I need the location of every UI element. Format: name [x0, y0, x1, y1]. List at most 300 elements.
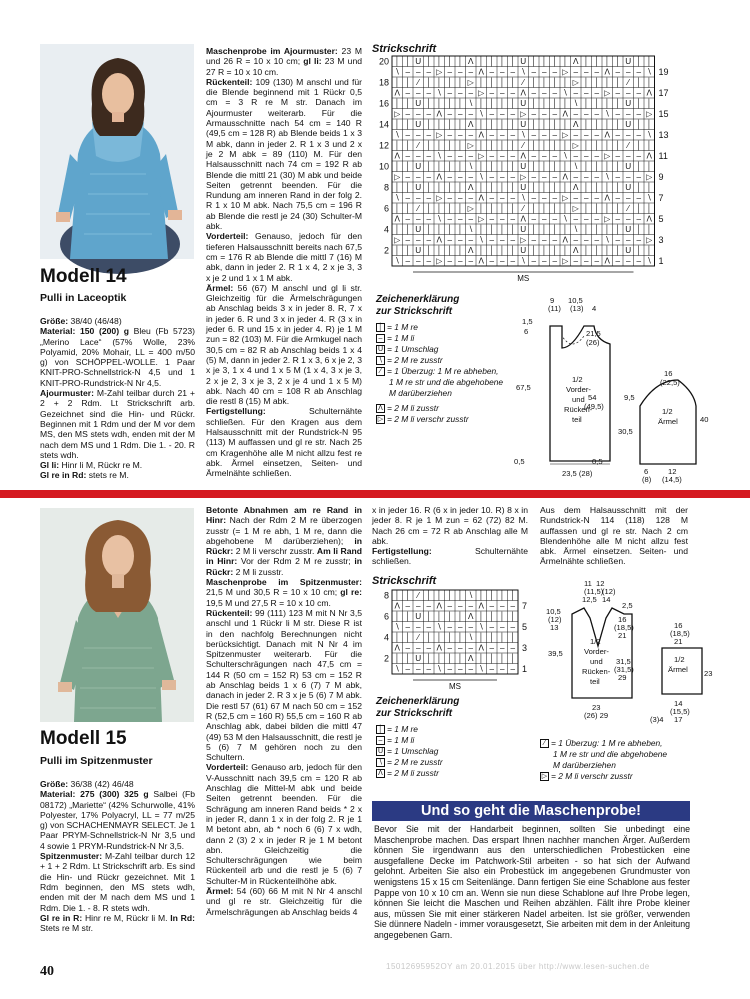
stitch-symbol: │	[541, 162, 547, 172]
stitch-symbol: –	[594, 88, 600, 98]
row-number-left: 2	[383, 245, 389, 256]
stitch-symbol: │	[457, 204, 463, 214]
stitch-symbol: –	[468, 664, 474, 674]
stitch-symbol: │	[562, 78, 568, 88]
dim-235: 23,5 (28)	[562, 469, 593, 478]
sleeve2-label-1: 1/2	[674, 655, 685, 664]
dim-s4: 23	[704, 669, 713, 678]
stitch-symbol: –	[510, 622, 516, 632]
stitch-symbol: │	[594, 78, 600, 88]
dim-26: (26)	[586, 338, 600, 347]
stitch-symbol: –	[510, 235, 516, 245]
stitch-symbol: U	[625, 99, 632, 109]
stitch-symbol: –	[594, 214, 600, 224]
stitch-symbol: –	[583, 235, 589, 245]
stitch-symbol: ∖	[436, 151, 442, 161]
stitch-symbol: ∖	[573, 225, 579, 235]
stitch-symbol: ▷	[436, 67, 443, 77]
stitch-symbol: –	[541, 172, 547, 182]
stitch-symbol: –	[426, 601, 432, 611]
row-number-right: 5	[658, 213, 664, 224]
stitch-symbol: ∖	[646, 67, 652, 77]
stitch-symbol: –	[426, 88, 432, 98]
row-number-right: 13	[658, 129, 669, 140]
stitch-symbol: –	[636, 214, 642, 224]
chart2-grid	[372, 590, 552, 701]
stitch-symbol: ∖	[436, 664, 442, 674]
stitch-symbol: –	[594, 130, 600, 140]
stitch-symbol: ⁄	[417, 591, 419, 601]
stitch-symbol: –	[415, 622, 421, 632]
stitch-symbol: –	[615, 88, 621, 98]
stitch-symbol: │	[457, 57, 463, 67]
stitch-symbol: –	[426, 643, 432, 653]
dim-b145: (14,5)	[662, 475, 682, 484]
stitch-symbol: –	[541, 256, 547, 266]
stitch-symbol: Λ	[436, 172, 442, 182]
stitch-symbol: │	[615, 141, 621, 151]
stitch-symbol: –	[499, 256, 505, 266]
body-label-5: teil	[572, 415, 582, 424]
stitch-symbol: │	[499, 141, 505, 151]
stitch-symbol: –	[615, 130, 621, 140]
stitch-symbol: │	[510, 654, 516, 664]
stitch-symbol: ▷	[646, 235, 653, 245]
p2tog-symbol: Λ	[376, 404, 385, 413]
stitch-symbol: │	[478, 183, 484, 193]
stitch-symbol: –	[636, 193, 642, 203]
stitch-symbol: –	[415, 643, 421, 653]
stitch-symbol: Λ	[520, 151, 526, 161]
stitch-symbol: U	[520, 162, 527, 172]
stitch-symbol: ▷	[572, 78, 579, 88]
stitch-symbol: │	[447, 183, 453, 193]
stitch-symbol: –	[499, 235, 505, 245]
stitch-symbol: │	[541, 57, 547, 67]
row-number-right: 15	[658, 108, 669, 119]
stitch-symbol: │	[436, 591, 442, 601]
stitch-symbol: │	[594, 183, 600, 193]
stitch-symbol: │	[510, 204, 516, 214]
stitch-symbol: –	[615, 214, 621, 224]
stitch-symbol: –	[573, 88, 579, 98]
stitch-symbol: │	[457, 183, 463, 193]
dim-495: (49,5)	[584, 402, 604, 411]
stitch-symbol: │	[531, 99, 537, 109]
stitch-symbol: │	[646, 120, 652, 130]
stitch-symbol: –	[531, 67, 537, 77]
stitch-symbol: │	[436, 654, 442, 664]
stitch-symbol: │	[436, 246, 442, 256]
stitch-symbol: │	[562, 57, 568, 67]
stitch-symbol: Λ	[468, 612, 474, 622]
stitch-symbol: –	[636, 67, 642, 77]
stitch-symbol: Λ	[562, 109, 568, 119]
dim-t5: 12,5	[582, 595, 597, 604]
stitch-symbol: │	[436, 633, 442, 643]
stitch-symbol: │	[447, 591, 453, 601]
stitch-symbol: ▷	[604, 151, 611, 161]
stitch-symbol: U	[415, 162, 422, 172]
stitch-symbol: │	[457, 612, 463, 622]
row-number-right: 5	[522, 621, 528, 632]
stitch-symbol: │	[457, 591, 463, 601]
stitch-symbol: │	[583, 57, 589, 67]
legend-item: = 2 M re zusstr	[387, 355, 443, 365]
stitch-symbol: –	[625, 151, 631, 161]
stitch-symbol: ∖	[478, 622, 484, 632]
stitch-symbol: │	[562, 120, 568, 130]
row-number-right: 7	[658, 192, 664, 203]
model15-materials: Größe: 36/38 (42) 46/48 Material: 275 (300) 325 g Salbei (Fb 08172) „Mariette“ (42% Schurwolle, 41% Polyester, 17% Polyacryl, LL = 77 m/25 g) von SCHACHENMAYR SELECT. Je 1 Paar PRYM-Schnellstrick-N Nr 3,5 und 4 sowie 1 PRYM-Rundstrick-N Nr 3,5. Spitzenmuster: M-Zahl teilbar durch 12 + 1 + 2 Rdm. Lt Strickschrift arb. Es sind die Hin- und Rückr gezeichnet. Mit 1 Rdm beginnen, den MS stets wdh, enden mit der M nach dem MS und 1 Rdm. Die 1. - 8. R stets wdh. Gl re in R: Hinr re M, Rückr li M. In Rd: Stets re M str.	[40, 779, 195, 934]
stitch-symbol: │	[499, 612, 505, 622]
stitch-symbol: –	[636, 151, 642, 161]
stitch-symbol: │	[604, 78, 610, 88]
dim-675: 67,5	[516, 383, 531, 392]
stitch-symbol: –	[415, 151, 421, 161]
stitch-symbol: –	[426, 67, 432, 77]
stitch-symbol: │	[447, 120, 453, 130]
stitch-symbol: │	[447, 99, 453, 109]
stitch-symbol: ▷	[562, 130, 569, 140]
stitch-symbol: –	[541, 193, 547, 203]
stitch-symbol: –	[489, 622, 495, 632]
stitch-symbol: U	[625, 225, 632, 235]
stitch-symbol: │	[436, 612, 442, 622]
chart1-title: Strickschrift	[372, 43, 437, 55]
stitch-symbol: –	[489, 109, 495, 119]
stitch-symbol: │	[615, 225, 621, 235]
stitch-symbol: ∖	[468, 99, 474, 109]
stitch-symbol: Λ	[520, 214, 526, 224]
stitch-symbol: –	[531, 214, 537, 224]
row-number-left: 12	[378, 140, 389, 151]
stitch-symbol: –	[489, 601, 495, 611]
body-label-4: Rücken-	[564, 405, 593, 414]
model15-photo	[40, 508, 194, 722]
row-number-left: 18	[378, 77, 389, 88]
stitch-symbol: │	[394, 99, 400, 109]
stitch-symbol: –	[415, 256, 421, 266]
stitch-symbol: Λ	[468, 246, 474, 256]
stitch-symbol: │	[636, 225, 642, 235]
stitch-symbol: │	[489, 654, 495, 664]
stitch-symbol: │	[510, 633, 516, 643]
stitch-symbol: U	[625, 57, 632, 67]
chart2-title: Strickschrift	[372, 575, 437, 587]
dim-b6: 6	[644, 467, 649, 476]
stitch-symbol: Λ	[436, 601, 442, 611]
stitch-symbol: │	[510, 57, 516, 67]
stitch-symbol: │	[457, 654, 463, 664]
stitch-symbol: ▷	[436, 130, 443, 140]
stitch-symbol: ⁄	[522, 78, 524, 88]
stitch-symbol: –	[541, 109, 547, 119]
stitch-symbol: │	[478, 120, 484, 130]
stitch-symbol: –	[426, 214, 432, 224]
stitch-symbol: –	[573, 256, 579, 266]
stitch-symbol: │	[426, 183, 432, 193]
stitch-symbol: –	[583, 88, 589, 98]
stitch-symbol: –	[405, 193, 411, 203]
stitch-symbol: ▷	[436, 256, 443, 266]
stitch-symbol: –	[636, 256, 642, 266]
stitch-symbol: │	[499, 591, 505, 601]
stitch-symbol: –	[468, 214, 474, 224]
stitch-symbol: ∖	[394, 67, 400, 77]
stitch-symbol: ∖	[468, 633, 474, 643]
stitch-symbol: │	[436, 183, 442, 193]
stitch-symbol: –	[405, 67, 411, 77]
stitch-symbol: –	[499, 214, 505, 224]
stitch-symbol: ▷	[604, 214, 611, 224]
stitch-symbol: │	[489, 633, 495, 643]
stitch-symbol: │	[457, 141, 463, 151]
stitch-symbol: –	[625, 130, 631, 140]
stitch-symbol: ▷	[478, 88, 485, 98]
stitch-symbol: –	[499, 193, 505, 203]
stitch-symbol: │	[436, 141, 442, 151]
stitch-symbol: │	[541, 141, 547, 151]
stitch-symbol: ∖	[394, 130, 400, 140]
stitch-symbol: –	[415, 67, 421, 77]
stitch-symbol: │	[499, 183, 505, 193]
stitch-symbol: │	[499, 162, 505, 172]
stitch-symbol: │	[478, 99, 484, 109]
legend-item: M darüberziehen	[389, 388, 452, 398]
stitch-symbol: –	[457, 256, 463, 266]
stitch-symbol: │	[426, 57, 432, 67]
stitch-symbol: │	[405, 225, 411, 235]
purl-symbol: –	[376, 736, 385, 745]
stitch-symbol: │	[436, 162, 442, 172]
stitch-symbol: –	[573, 151, 579, 161]
stitch-symbol: │	[615, 99, 621, 109]
stitch-symbol: │	[405, 99, 411, 109]
stitch-symbol: │	[594, 141, 600, 151]
legend-item: = 1 Umschlag	[387, 344, 439, 354]
stitch-symbol: –	[636, 172, 642, 182]
stitch-symbol: │	[646, 204, 652, 214]
stitch-symbol: ▷	[520, 235, 527, 245]
stitch-symbol: │	[646, 57, 652, 67]
row-number-right: 1	[522, 663, 528, 674]
stitch-symbol: –	[489, 193, 495, 203]
stitch-symbol: ⁄	[522, 204, 524, 214]
stitch-symbol: –	[573, 193, 579, 203]
stitch-symbol: U	[520, 183, 527, 193]
row-number-left: 14	[378, 119, 389, 130]
stitch-symbol: –	[457, 235, 463, 245]
stitch-symbol: –	[468, 172, 474, 182]
stitch-symbol: │	[499, 246, 505, 256]
stitch-symbol: ∖	[394, 256, 400, 266]
stitch-symbol: –	[615, 256, 621, 266]
stitch-symbol: U	[520, 225, 527, 235]
row-number-right: 11	[658, 150, 668, 161]
stitch-symbol: ∖	[646, 256, 652, 266]
legend-item: = 1 M re	[387, 322, 418, 332]
row-number-left: 4	[383, 224, 389, 235]
stitch-symbol: –	[405, 622, 411, 632]
stitch-symbol: │	[562, 183, 568, 193]
stitch-symbol: –	[457, 214, 463, 224]
stitch-symbol: –	[541, 235, 547, 245]
stitch-symbol: │	[552, 204, 558, 214]
dim-h1: 39,5	[548, 649, 563, 658]
stitch-symbol: Λ	[646, 88, 652, 98]
dim-l2: (12)	[548, 615, 562, 624]
purl-symbol: –	[376, 334, 385, 343]
stitch-symbol: │	[405, 612, 411, 622]
stitch-symbol: ⁄	[417, 633, 419, 643]
stitch-symbol: │	[604, 246, 610, 256]
stitch-symbol: Λ	[478, 67, 484, 77]
stitch-symbol: │	[636, 120, 642, 130]
stitch-symbol: │	[594, 99, 600, 109]
legend-item: 1 M re str und die abgehobene	[553, 749, 668, 759]
stitch-symbol: │	[646, 99, 652, 109]
stitch-symbol: │	[510, 162, 516, 172]
stitch-symbol: Λ	[520, 88, 526, 98]
stitch-symbol: │	[604, 141, 610, 151]
stitch-symbol: │	[426, 141, 432, 151]
stitch-symbol: ∖	[468, 591, 474, 601]
row-number-left: 6	[383, 611, 389, 622]
dim-l1: 10,5	[546, 607, 561, 616]
stitch-symbol: │	[447, 225, 453, 235]
stitch-symbol: │	[405, 633, 411, 643]
stitch-symbol: │	[604, 57, 610, 67]
stitch-symbol: │	[583, 120, 589, 130]
stitch-symbol: ▷	[562, 67, 569, 77]
stitch-symbol: –	[583, 214, 589, 224]
stitch-symbol: Λ	[604, 130, 610, 140]
stitch-symbol: │	[646, 225, 652, 235]
stitch-symbol: ∖	[478, 172, 484, 182]
stitch-symbol: │	[615, 183, 621, 193]
stitch-symbol: Λ	[562, 172, 568, 182]
dim-05a: 0,5	[514, 457, 525, 466]
stitch-symbol: U	[415, 120, 422, 130]
stitch-symbol: –	[426, 130, 432, 140]
stitch-symbol: Λ	[394, 601, 400, 611]
stitch-symbol: –	[594, 172, 600, 182]
stitch-symbol: –	[552, 193, 558, 203]
stitch-symbol: │	[489, 141, 495, 151]
dim-top2: 10,5	[568, 296, 583, 305]
stitch-symbol: │	[636, 162, 642, 172]
model15-title: Modell 15	[40, 728, 127, 749]
stitch-symbol: │	[489, 120, 495, 130]
stitch-symbol: │	[562, 141, 568, 151]
stitch-symbol: │	[646, 78, 652, 88]
stitch-symbol: U	[520, 99, 527, 109]
stitch-symbol: –	[415, 109, 421, 119]
stitch-symbol: –	[447, 214, 453, 224]
dim-h3: (31,5)	[614, 665, 634, 674]
stitch-symbol: │	[541, 225, 547, 235]
stitch-symbol: –	[415, 88, 421, 98]
stitch-symbol: –	[541, 151, 547, 161]
stitch-symbol: │	[636, 204, 642, 214]
stitch-symbol: │	[562, 162, 568, 172]
stitch-symbol: –	[594, 235, 600, 245]
stitch-symbol: │	[583, 204, 589, 214]
stitch-symbol: –	[457, 109, 463, 119]
row-number-left: 4	[383, 632, 389, 643]
stitch-symbol: │	[405, 204, 411, 214]
k2tog-symbol: ∖	[376, 758, 385, 767]
legend-item: = 2 M li zusstr	[387, 403, 439, 413]
stitch-symbol: │	[394, 612, 400, 622]
stitch-symbol: │	[457, 78, 463, 88]
stitch-symbol: │	[541, 246, 547, 256]
stitch-symbol: Λ	[468, 120, 474, 130]
stitch-symbol: ∖	[604, 172, 610, 182]
legend2-list	[376, 724, 516, 779]
dim-h2: 31,5	[616, 657, 631, 666]
skp-symbol: ⁄	[540, 739, 549, 748]
stitch-symbol: │	[499, 78, 505, 88]
dim-top3: 4	[592, 304, 597, 313]
stitch-symbol: │	[394, 57, 400, 67]
stitch-symbol: ▷	[572, 204, 579, 214]
stitch-symbol: │	[489, 99, 495, 109]
legend-item: = 1 M li	[387, 333, 415, 343]
stitch-symbol: │	[436, 120, 442, 130]
stitch-symbol: ∖	[562, 214, 568, 224]
stitch-symbol: │	[489, 183, 495, 193]
stitch-symbol: –	[510, 151, 516, 161]
stitch-symbol: │	[531, 120, 537, 130]
stitch-symbol: │	[457, 246, 463, 256]
stitch-symbol: ∖	[562, 151, 568, 161]
dim-top1: 9	[550, 296, 555, 305]
stitch-symbol: │	[426, 246, 432, 256]
dim-r4: 21	[618, 631, 627, 640]
stitch-symbol: │	[447, 246, 453, 256]
legend2-title-line2: zur Strickschrift	[376, 708, 453, 719]
body2-label-3: und	[590, 657, 603, 666]
legend-item: = 1 Umschlag	[387, 746, 439, 756]
dim-b2: (26) 29	[584, 711, 609, 720]
stitch-symbol: –	[468, 643, 474, 653]
stitch-symbol: –	[636, 130, 642, 140]
stitch-symbol: │	[594, 162, 600, 172]
stitch-symbol: │	[552, 78, 558, 88]
dim-s8: 17	[674, 715, 683, 724]
stitch-symbol: –	[499, 601, 505, 611]
stitch-symbol: │	[478, 633, 484, 643]
dim-t4: (12)	[602, 587, 616, 596]
stitch-symbol: –	[573, 130, 579, 140]
stitch-symbol: ∖	[646, 130, 652, 140]
stitch-symbol: –	[573, 214, 579, 224]
body-label-1: 1/2	[572, 375, 583, 384]
stitch-symbol: ∖	[478, 664, 484, 674]
model14-subtitle: Pulli in Laceoptik	[40, 292, 127, 304]
stitch-symbol: –	[405, 643, 411, 653]
stitch-symbol: │	[510, 78, 516, 88]
stitch-symbol: ∖	[394, 622, 400, 632]
stitch-symbol: │	[478, 162, 484, 172]
stitch-symbol: │	[562, 99, 568, 109]
stitch-symbol: –	[552, 151, 558, 161]
p2tog-tbl-symbol: ▷	[541, 773, 548, 780]
stitch-symbol: U	[415, 225, 422, 235]
stitch-symbol: U	[415, 183, 422, 193]
